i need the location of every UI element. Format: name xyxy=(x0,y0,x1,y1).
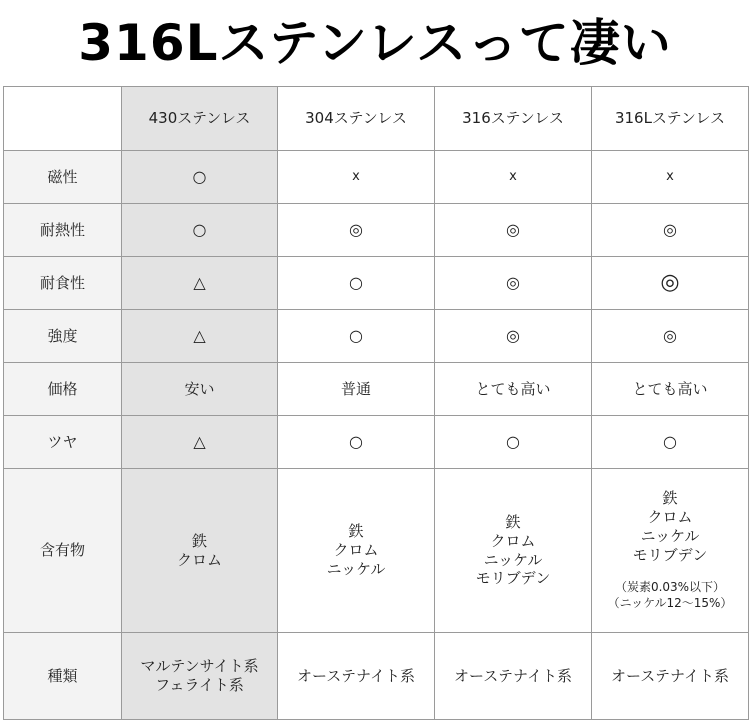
cell-316l: オーステナイト系 xyxy=(592,633,749,720)
comparison-table xyxy=(3,86,749,720)
row-heat-resistance xyxy=(4,204,749,257)
content-item: モリブデン xyxy=(632,545,708,564)
cell-316l: とても高い xyxy=(592,363,749,416)
header-430: 430ステンレス xyxy=(122,87,278,151)
note-carbon: （炭素0.03%以下） xyxy=(614,580,726,595)
row-label: ツヤ xyxy=(4,416,122,469)
cell-430: ○ xyxy=(122,151,278,204)
row-label: 種類 xyxy=(4,633,122,720)
header-316l: 316Lステンレス xyxy=(592,87,749,151)
cell-304: ○ xyxy=(278,257,435,310)
row-label: 耐食性 xyxy=(4,257,122,310)
cell-316l: ◎ xyxy=(592,257,749,310)
row-type xyxy=(4,633,749,720)
cell-430: ○ xyxy=(122,204,278,257)
cell-304: ○ xyxy=(278,416,435,469)
cell-430: △ xyxy=(122,257,278,310)
cell-316l xyxy=(592,469,749,633)
cell-316: x xyxy=(435,151,592,204)
content-item: クロム xyxy=(333,541,379,560)
cell-316: ◎ xyxy=(435,310,592,363)
content-item: モリブデン xyxy=(475,569,551,588)
cell-316: とても高い xyxy=(435,363,592,416)
cell-430: △ xyxy=(122,416,278,469)
content-item: クロム xyxy=(647,508,693,527)
header-316: 316ステンレス xyxy=(435,87,592,151)
cell-304: オーステナイト系 xyxy=(278,633,435,720)
cell-316l: ◎ xyxy=(592,310,749,363)
row-strength xyxy=(4,310,749,363)
content-item: 鉄 xyxy=(191,531,207,550)
row-corrosion-resistance xyxy=(4,257,749,310)
header-empty-cell xyxy=(4,87,122,151)
cell-304: x xyxy=(278,151,435,204)
cell-304: ◎ xyxy=(278,204,435,257)
cell-316l: x xyxy=(592,151,749,204)
content-item: ニッケル xyxy=(640,526,700,545)
page-title: 316Lステンレスって凄い xyxy=(78,14,672,72)
cell-304: ○ xyxy=(278,310,435,363)
content-item: 鉄 xyxy=(662,489,678,508)
content-item: ニッケル xyxy=(326,559,386,578)
header-row xyxy=(4,87,749,151)
header-304: 304ステンレス xyxy=(278,87,435,151)
row-magnetism xyxy=(4,151,749,204)
row-label: 価格 xyxy=(4,363,122,416)
cell-430: △ xyxy=(122,310,278,363)
content-item: 鉄 xyxy=(505,513,521,531)
cell-316: ◎ xyxy=(435,257,592,310)
row-label: 磁性 xyxy=(4,151,122,204)
row-price xyxy=(4,363,749,416)
cell-316l: ○ xyxy=(592,416,749,469)
cell-316: オーステナイト系 xyxy=(435,633,592,720)
type-item: フェライト系 xyxy=(155,676,244,694)
content-item: クロム xyxy=(176,550,222,569)
row-contents xyxy=(4,469,749,633)
cell-430 xyxy=(122,633,278,720)
cell-304 xyxy=(278,469,435,633)
row-label: 耐熱性 xyxy=(4,204,122,257)
composition-note xyxy=(592,580,748,611)
content-item: クロム xyxy=(490,531,536,550)
row-label: 強度 xyxy=(4,310,122,363)
type-item: マルテンサイト系 xyxy=(140,657,259,676)
content-item: 鉄 xyxy=(348,522,364,541)
cell-316 xyxy=(435,469,592,633)
row-label: 含有物 xyxy=(4,469,122,633)
cell-304: 普通 xyxy=(278,363,435,416)
cell-316: ◎ xyxy=(435,204,592,257)
cell-316l: ◎ xyxy=(592,204,749,257)
cell-316: ○ xyxy=(435,416,592,469)
note-nickel: （ニッケル12～15%） xyxy=(607,596,733,610)
cell-430: 安い xyxy=(122,363,278,416)
content-item: ニッケル xyxy=(483,550,543,569)
row-gloss xyxy=(4,416,749,469)
cell-430 xyxy=(122,469,278,633)
